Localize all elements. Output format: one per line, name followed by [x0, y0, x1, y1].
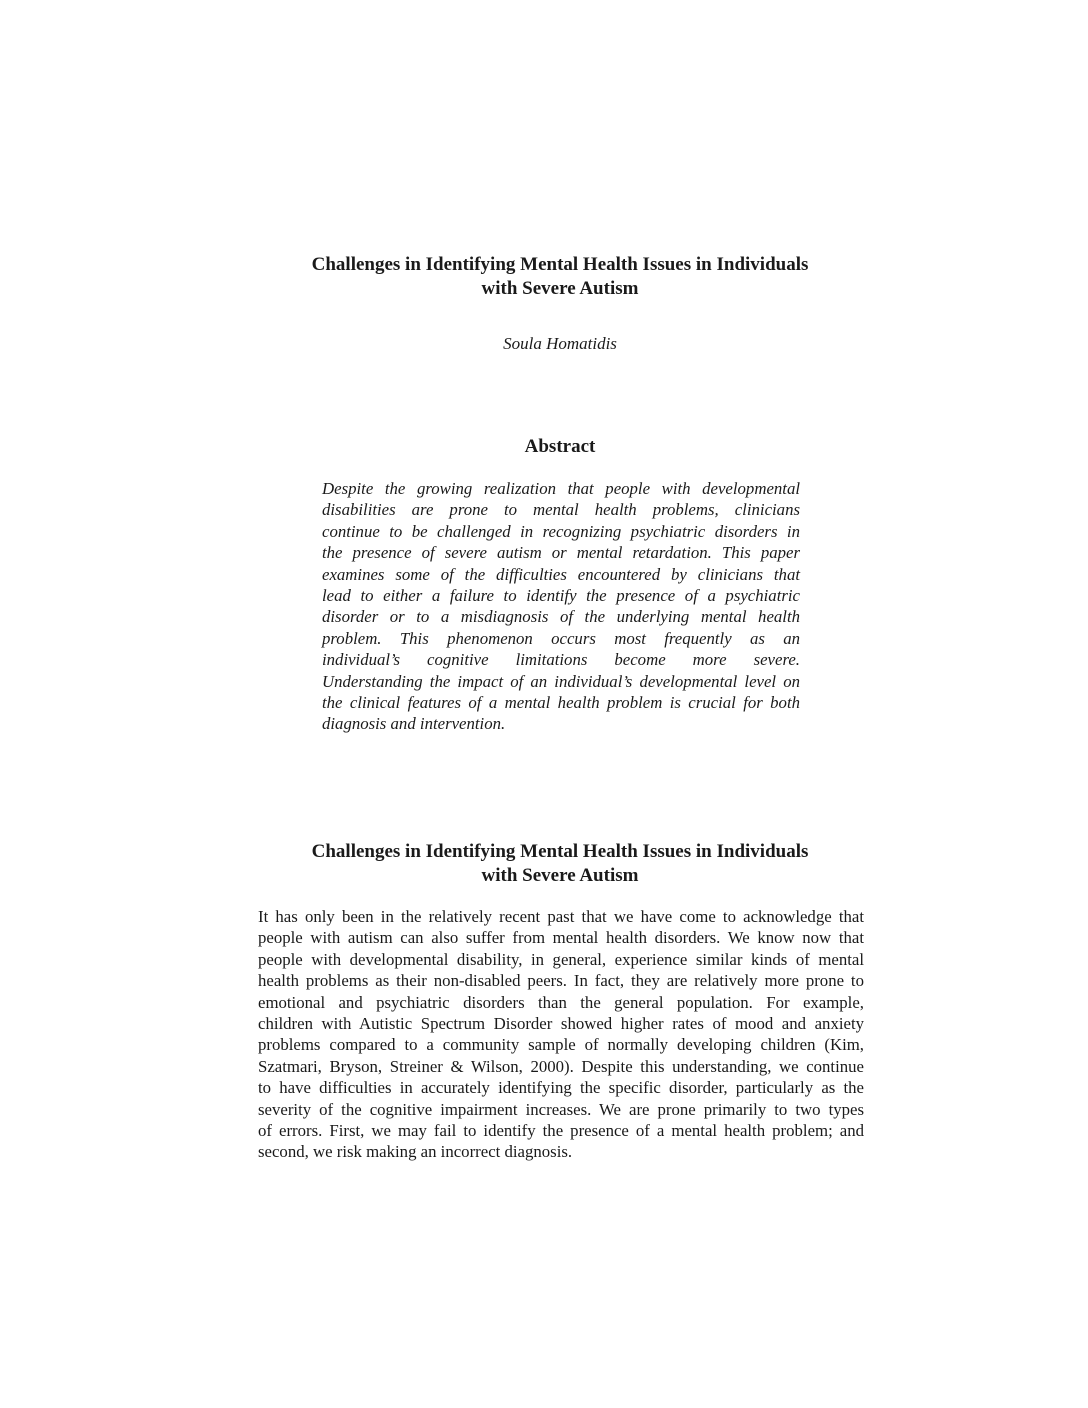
body-line: health problems as their non-disabled peers. In fact, they are relatively more prone to	[258, 971, 864, 991]
abstract-line: problem. This phenomenon occurs most frequently as an	[322, 628, 800, 648]
section-title-line-1: Challenges in Identifying Mental Health Issues in Individuals	[311, 841, 809, 862]
body-line: of errors. First, we may fail to identify the presence of a mental health problem; and	[258, 1121, 864, 1141]
abstract-line: disorder or to a misdiagnosis of the underlying mental health	[322, 607, 800, 627]
body-line: problems compared to a community sample of normally developing children (Kim,	[258, 1035, 864, 1055]
paper-title-line-2: with Severe Autism	[481, 278, 639, 299]
body-paragraph	[258, 906, 864, 1163]
body-line: to have difficulties in accurately identifying the specific disorder, particularly as the	[258, 1078, 864, 1098]
abstract-line: diagnosis and intervention.	[322, 714, 506, 734]
abstract-text	[322, 478, 800, 735]
abstract-line: the clinical features of a mental health problem is crucial for both	[322, 693, 800, 713]
abstract-line: the presence of severe autism or mental retardation. This paper	[322, 543, 800, 563]
abstract-line: Understanding the impact of an individual’s developmental level on	[322, 671, 800, 691]
abstract-line: disabilities are prone to mental health problems, clinicians	[322, 500, 800, 520]
body-line: children with Autistic Spectrum Disorder showed higher rates of mood and anxiety	[258, 1014, 864, 1034]
body-line: Szatmari, Bryson, Streiner & Wilson, 2000). Despite this understanding, we continue	[258, 1056, 864, 1076]
paper-title-line-1: Challenges in Identifying Mental Health Issues in Individuals	[311, 254, 809, 275]
section-title	[250, 840, 870, 888]
section-title-line-2: with Severe Autism	[481, 865, 639, 886]
abstract-heading: Abstract	[524, 436, 596, 457]
body-line: second, we risk making an incorrect diagnosis.	[258, 1142, 573, 1162]
abstract-line: lead to either a failure to identify the presence of a psychiatric	[322, 586, 800, 606]
body-line: people with autism can also suffer from mental health disorders. We know now that	[258, 928, 864, 948]
abstract-line: examines some of the difficulties encountered by clinicians that	[322, 564, 800, 584]
body-line: people with developmental disability, in general, experience similar kinds of mental	[258, 949, 864, 969]
abstract-line: Despite the growing realization that people with developmental	[322, 479, 800, 498]
body-line: severity of the cognitive impairment increases. We are prone primarily to two types	[258, 1099, 864, 1119]
author-name: Soula Homatidis	[503, 334, 617, 353]
body-line: It has only been in the relatively recent past that we have come to acknowledge that	[258, 907, 864, 926]
abstract-line: continue to be challenged in recognizing psychiatric disorders in	[322, 521, 800, 541]
abstract-line: individual’s cognitive limitations become more severe.	[322, 650, 800, 670]
body-line: emotional and psychiatric disorders than the general population. For example,	[258, 992, 864, 1012]
paper-title	[250, 253, 870, 301]
